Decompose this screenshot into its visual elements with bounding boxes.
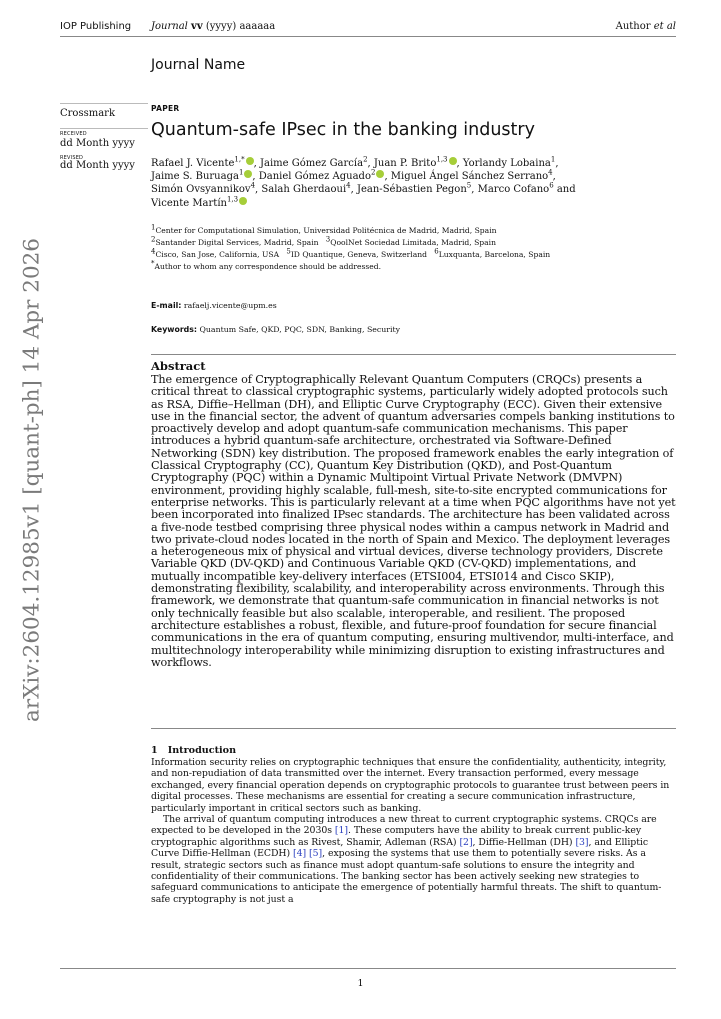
author-sup: 4 (346, 182, 351, 191)
revised-date: dd Month yyyy (60, 160, 135, 171)
email-address[interactable]: rafaelj.vicente@upm.es (183, 301, 277, 310)
journal-italic: Journal (151, 21, 188, 32)
intro-paragraph-1: Information security relies on cryptographic techniques that ensure the confidentiality, authenticity, integrity, and non-repudiation of data transmitted over the internet. Every transaction performed, every message exchanged, every financial operation depends on cryptographic protocols to guarantee trust between peers in digital processes. These mechanisms are essential for creating a secure communication infrastructure, particularly important in critical sectors such as banking. (151, 757, 670, 814)
abstract-body: The emergence of Cryptographically Relevant Quantum Computers (CRQCs) presents a critical threat to classical cryptographic systems, particularly widely adopted protocols such as RSA, Diffie–Hellman (DH), and Elliptic Curve Cryptography (ECC). Given their extensive use in the financial sector, the advent of quantum adversaries compels banking institutions to proactively develop and adopt quantum-safe communication mechanisms. This paper introduces a hybrid quantum-safe architecture, orchestrated via Software-Defined Networking (SDN) key distribution. The proposed framework enables the early integration of Classical Cryptography (CC), Quantum Key Distribution (QKD), and Post-Quantum Cryptography (PQC) within a Dynamic Multipoint Virtual Private Network (DMVPN) environment, providing highly scalable, full-mesh, site-to-site encrypted communications for enterprise networks. This is particularly relevant at a time when PQC algorithms have not yet been incorporated into finalized IPsec standards. The architecture has been validated across a five-node testbed comprising three physical nodes within a campus network in Madrid and two private-cloud nodes located in the north of Spain and Mexico. The deployment leverages a heterogeneous mix of physical and virtual devices, diverse technology providers, Discrete Variable QKD (DV-QKD) and Continuous Variable QKD (CV-QKD) implementations, and mutually incompatible key-delivery interfaces (ETSI004, ETSI014 and Cisco SKIP), demonstrating flexibility, scalability, and interoperability across environments. Through this framework, we demonstrate that quantum-safe communication in financial networks is not only technically feasible but also scalable, interoperable, and resilient. The proposed architecture establishes a robust, flexible, and future-proof foundation for secure financial communications in the era of quantum computing, ensuring multivendor, multi-interface, and multitechnology interoperability while minimizing disruption to existing infrastructures and workflows. (151, 373, 676, 669)
text-run: , Diffie-Hellman (DH) (472, 836, 576, 848)
author-line-2: Jaime S. Buruaga$^1$ , Daniel Gómez Aguado$^2$ , Miguel Ángel Sánchez Serrano$^4$, (151, 168, 556, 183)
email-line (151, 301, 277, 310)
section-number: 1 (151, 745, 158, 756)
text-run: . These computers have the ability to break current public-key cryptographic algorithms such as Rivest, Shamir, Adleman (RSA) (151, 825, 642, 848)
author-sup: 4 (250, 182, 256, 191)
affil-sup: 1 (151, 223, 156, 232)
keywords-label: Keywords: (151, 325, 198, 334)
author-label: Author (615, 21, 651, 32)
arxiv-stamp[interactable]: arXiv:2604.12985v1 [quant-ph] 14 Apr 2026 (19, 238, 45, 722)
orcid-icon[interactable] (449, 157, 457, 165)
author-sup: 5 (466, 182, 472, 191)
received-label: RECEIVED (60, 131, 87, 137)
author-name[interactable]: Simón Ovsyannikov (151, 184, 251, 196)
author-name[interactable]: , Yorlandy Lobaina (456, 158, 551, 169)
affil-sup: 2 (151, 235, 156, 244)
citation-link[interactable]: [3] (575, 836, 589, 848)
running-author (616, 21, 676, 32)
introduction-body (151, 757, 676, 905)
author-name[interactable]: Rafael J. Vicente (151, 158, 235, 169)
abstract-rule-bottom (151, 728, 676, 729)
received-date: dd Month yyyy (60, 138, 135, 149)
email-label: E-mail: (151, 301, 182, 310)
affiliation: QoolNet Sociedad Limitada, Madrid, Spain (330, 238, 496, 247)
affil-sup: * (151, 259, 155, 268)
author-sup: 4 (548, 168, 553, 177)
text-run: The arrival of quantum computing introduces a new threat to current cryptographic systems. CRQCs are expected to be developed in the 2030s (151, 814, 657, 837)
citation-link[interactable]: [2] (459, 836, 473, 848)
affiliation: Santander Digital Services, Madrid, Spain (155, 238, 319, 247)
affiliation: Cisco, San Jose, California, USA (155, 250, 280, 259)
affiliation-line (151, 225, 681, 237)
author-conjunction: and (553, 184, 576, 196)
author-list (151, 157, 681, 210)
citation-link[interactable]: [1] (334, 825, 348, 837)
text-run: , exposing the systems that use them to potentially severe risks. As a result, strategic sectors such as finance must adopt quantum-safe solutions to ensure the integrity and confidentiality of their communications. The banking sector has been actively seeking new strategies to safeguard communications to anticipate the emergence of potentially harmful threats. The shift to quantum-safe cryptography is not just a (151, 848, 662, 905)
affiliations (151, 225, 681, 273)
affiliation-line (151, 261, 681, 273)
orcid-icon[interactable] (239, 197, 247, 205)
author-sup: 1,3 (436, 155, 448, 164)
author-name[interactable]: , Daniel Gómez Aguado (252, 171, 371, 183)
affiliation: Luxquanta, Barcelona, Spain (438, 250, 551, 259)
affil-sup: 4 (151, 247, 156, 256)
affiliation: ID Quantique, Geneva, Switzerland (290, 250, 428, 259)
paper-title: Quantum-safe IPsec in the banking industry (151, 120, 535, 140)
crossmark-label[interactable]: Crossmark (60, 108, 115, 119)
author-sup: 1,* (234, 155, 245, 164)
revised-label: REVISED (60, 155, 84, 161)
journal-citation (151, 21, 275, 32)
author-sup: 1,3 (226, 195, 239, 204)
intro-paragraph-2 (151, 814, 676, 905)
affiliation: Center for Computational Simulation, Universidad Politécnica de Madrid, Madrid, Spain (155, 226, 497, 235)
author-sup: 2 (370, 168, 376, 177)
author-name[interactable]: Jaime S. Buruaga (151, 171, 239, 183)
page-number: 1 (357, 978, 364, 989)
author-name[interactable]: , Miguel Ángel Sánchez Serrano (384, 171, 549, 183)
text-run: , and Elliptic Curve Diffie-Hellman (ECDH) (151, 836, 649, 860)
section-heading-introduction (151, 745, 236, 756)
keywords-list: Quantum Safe, QKD, PQC, SDN, Banking, Security (199, 325, 401, 334)
affil-sup: 3 (325, 235, 331, 244)
affiliation-line (151, 237, 681, 249)
citation-link[interactable]: [4] (293, 848, 307, 860)
et-al: et al (653, 21, 676, 32)
footer-rule (60, 968, 676, 969)
author-sup: 6 (549, 182, 554, 191)
journal-name: Journal Name (151, 57, 246, 73)
section-title: Introduction (167, 745, 237, 756)
author-name[interactable]: , Jean-Sébastien Pegon (350, 184, 467, 196)
affil-sup: 6 (434, 247, 439, 256)
abstract-rule-top (151, 354, 676, 355)
sidebar-rule-top (60, 103, 148, 104)
paper-label: PAPER (151, 104, 180, 113)
header-rule (60, 36, 676, 37)
journal-volume: vv (191, 21, 203, 32)
author-name[interactable]: , Jaime Gómez García (253, 158, 364, 169)
orcid-icon[interactable] (246, 157, 254, 165)
keywords-line (151, 325, 400, 334)
abstract-heading: Abstract (151, 359, 206, 373)
publisher-name: IOP Publishing (60, 21, 132, 32)
affiliation: Author to whom any correspondence should be addressed. (154, 262, 382, 271)
author-line-1: Rafael J. Vicente$^{1,*}$ , Jaime Gómez García$^2$, Juan P. Brito$^{1,3}$ , Yorlandy Lobaina$^1$, (151, 155, 559, 169)
author-name[interactable]: , Marco Cofano (471, 184, 550, 196)
sidebar-rule-mid (60, 128, 148, 129)
journal-year-article: (yyyy) aaaaaa (205, 21, 276, 32)
author-name[interactable]: , Salah Gherdaoui (255, 184, 347, 196)
author-sup: 1 (238, 168, 244, 177)
author-sup: 1 (550, 155, 556, 164)
author-name[interactable]: Vicente Martín (151, 197, 227, 209)
author-sup: 2 (363, 155, 368, 164)
author-line-4 (151, 197, 681, 210)
affil-sup: 5 (286, 247, 291, 256)
citation-link[interactable]: [5] (309, 848, 323, 860)
affiliation-line (151, 249, 681, 261)
author-name[interactable]: , Juan P. Brito (367, 158, 437, 169)
